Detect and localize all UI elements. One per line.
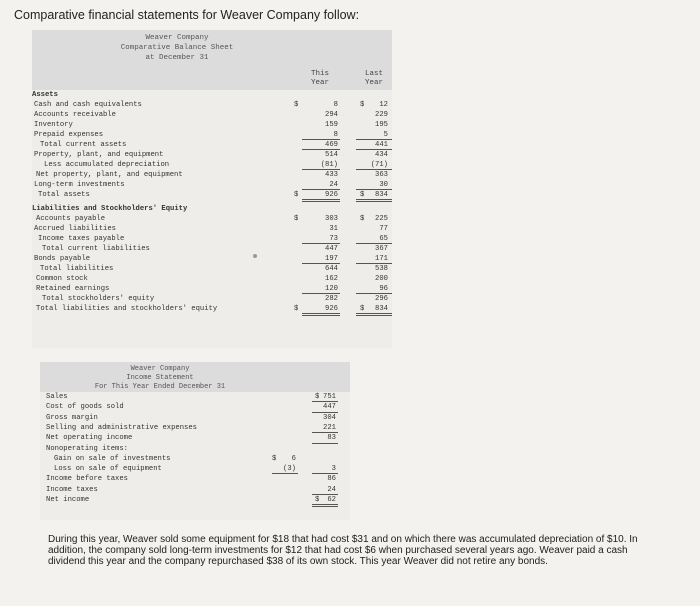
- bs-this-value: 8: [333, 131, 338, 139]
- bs-row-label: Less accumulated depreciation: [44, 161, 170, 169]
- is-inner-currency: $: [272, 455, 277, 463]
- bs-last-underline: [356, 169, 392, 170]
- bs-row-label: Total current liabilities: [42, 245, 150, 253]
- bs-last-value: 30: [379, 181, 388, 189]
- bs-last-currency: $: [360, 101, 365, 109]
- bs-this-underline: [302, 149, 340, 150]
- is-row-label: Income before taxes: [46, 475, 128, 483]
- stray-mark: [253, 254, 257, 258]
- is-row-label: Loss on sale of equipment: [54, 465, 162, 473]
- bs-last-value: 363: [375, 171, 388, 179]
- balance-sheet: [32, 30, 392, 348]
- is-amount: 24: [327, 486, 336, 494]
- is-row-label: Sales: [46, 393, 68, 401]
- bs-this-underline: [302, 169, 340, 170]
- is-underline: [312, 443, 338, 444]
- problem-paragraph: During this year, Weaver sold some equipment for $18 that had cost $31 and on which there was accumulated depreciation of $10. In addition, the company sold long-term investments for $12 that had cost $6 when purchased several years ago. Weaver paid a cash dividend this year and the company repurchased $38 of its own stock. This year Weaver did not retire any bonds.: [48, 534, 638, 567]
- income-statement-header: [40, 362, 350, 392]
- bs-this-value: 469: [325, 141, 338, 149]
- bs-this-currency: $: [294, 191, 299, 199]
- is-amount: 447: [323, 403, 336, 411]
- bs-row-label: Net property, plant, and equipment: [36, 171, 183, 179]
- bs-row-label: Accrued liabilities: [34, 225, 116, 233]
- bs-this-value: (81): [320, 161, 338, 169]
- col-last-year: [354, 70, 394, 88]
- is-row-label: Cost of goods sold: [46, 403, 124, 411]
- page-title: Comparative financial statements for Weaver Company follow:: [14, 8, 360, 22]
- bs-last-value: 5: [383, 131, 388, 139]
- is-inner-underline: [272, 473, 298, 474]
- col-last-line2: Year: [364, 79, 383, 87]
- is-row-label: Nonoperating items:: [46, 445, 128, 453]
- bs-last-value: 834: [375, 191, 388, 199]
- bs-last-value: 441: [375, 141, 388, 149]
- bs-last-value: 834: [375, 305, 388, 313]
- is-amount: 221: [323, 424, 336, 432]
- is-period: For This Year Ended December 31: [94, 383, 226, 391]
- bs-last-value: 367: [375, 245, 388, 253]
- bs-row-label: Assets: [32, 91, 58, 99]
- bs-this-value: 514: [325, 151, 338, 159]
- col-this-line2: Year: [310, 79, 329, 87]
- bs-this-double-underline: [302, 199, 340, 202]
- bs-row-label: Property, plant, and equipment: [34, 151, 164, 159]
- bs-last-value: 171: [375, 255, 388, 263]
- bs-this-double-underline: [302, 313, 340, 316]
- bs-last-value: 96: [379, 285, 388, 293]
- bs-last-currency: $: [360, 191, 365, 199]
- is-row-label: Net operating income: [46, 434, 133, 442]
- bs-company: Weaver Company: [145, 34, 209, 42]
- bs-last-value: 65: [379, 235, 388, 243]
- bs-row-label: Prepaid expenses: [34, 131, 104, 139]
- bs-this-currency: $: [294, 101, 299, 109]
- is-double-underline: [312, 504, 338, 507]
- col-last-line1: Last: [364, 70, 383, 78]
- bs-row-label: Long-term investments: [34, 181, 125, 189]
- is-currency: $: [315, 393, 320, 401]
- bs-this-value: 447: [325, 245, 338, 253]
- bs-last-underline: [356, 263, 392, 264]
- bs-last-underline: [356, 189, 392, 190]
- is-row-label: Selling and administrative expenses: [46, 424, 197, 432]
- income-statement: [40, 362, 350, 520]
- is-amount: 751: [323, 393, 336, 401]
- bs-this-value: 294: [325, 111, 338, 119]
- is-row-label: Net income: [46, 496, 90, 504]
- bs-last-currency: $: [360, 215, 365, 223]
- bs-last-underline: [356, 293, 392, 294]
- is-inner-amount: (3): [283, 465, 296, 473]
- is-underline: [312, 432, 338, 433]
- bs-row-label: Accounts payable: [36, 215, 106, 223]
- bs-this-value: 282: [325, 295, 338, 303]
- is-amount: 62: [327, 496, 336, 504]
- is-underline: [312, 412, 338, 413]
- bs-row-label: Total liabilities: [40, 265, 114, 273]
- bs-this-underline: [302, 243, 340, 244]
- is-amount: 86: [327, 475, 336, 483]
- bs-row-label: Bonds payable: [34, 255, 91, 263]
- bs-row-label: Accounts receivable: [34, 111, 116, 119]
- bs-row-label: Total current assets: [40, 141, 127, 149]
- bs-this-value: 433: [325, 171, 338, 179]
- bs-row-label: Cash and cash equivalents: [34, 101, 142, 109]
- bs-last-underline: [356, 243, 392, 244]
- bs-this-underline: [302, 139, 340, 140]
- bs-this-value: 120: [325, 285, 338, 293]
- bs-row-label: Retained earnings: [36, 285, 110, 293]
- is-currency: $: [315, 496, 320, 504]
- bs-this-underline: [302, 263, 340, 264]
- bs-statement-title: Comparative Balance Sheet: [120, 44, 234, 52]
- bs-this-value: 159: [325, 121, 338, 129]
- bs-this-currency: $: [294, 305, 299, 313]
- is-underline: [312, 494, 338, 495]
- bs-row-label: Inventory: [34, 121, 73, 129]
- is-row-label: Gain on sale of investments: [54, 455, 171, 463]
- bs-this-currency: $: [294, 215, 299, 223]
- is-amount: 3: [331, 465, 336, 473]
- bs-row-label: Liabilities and Stockholders' Equity: [32, 205, 188, 213]
- bs-last-value: (71): [370, 161, 388, 169]
- bs-this-value: 926: [325, 305, 338, 313]
- col-this-year: [300, 70, 340, 88]
- is-company: Weaver Company: [130, 365, 190, 373]
- bs-last-value: 229: [375, 111, 388, 119]
- bs-last-value: 225: [375, 215, 388, 223]
- bs-this-underline: [302, 189, 340, 190]
- is-amount: 83: [327, 434, 336, 442]
- bs-last-value: 77: [379, 225, 388, 233]
- bs-row-label: Total liabilities and stockholders' equity: [36, 305, 218, 313]
- bs-row-label: Income taxes payable: [38, 235, 125, 243]
- bs-this-value: 197: [325, 255, 338, 263]
- bs-last-currency: $: [360, 305, 365, 313]
- bs-last-value: 538: [375, 265, 388, 273]
- is-amount: 304: [323, 414, 336, 422]
- bs-this-value: 303: [325, 215, 338, 223]
- bs-row-label: Total stockholders' equity: [42, 295, 155, 303]
- is-underline: [312, 401, 338, 402]
- bs-last-value: 195: [375, 121, 388, 129]
- bs-row-label: Common stock: [36, 275, 88, 283]
- bs-last-double-underline: [356, 199, 392, 202]
- balance-sheet-header: [32, 30, 392, 90]
- bs-this-value: 31: [329, 225, 338, 233]
- is-row-label: Income taxes: [46, 486, 98, 494]
- bs-this-value: 644: [325, 265, 338, 273]
- bs-row-label: Total assets: [38, 191, 90, 199]
- bs-this-value: 73: [329, 235, 338, 243]
- bs-last-underline: [356, 139, 392, 140]
- bs-date: at December 31: [145, 54, 209, 62]
- bs-this-value: 162: [325, 275, 338, 283]
- col-this-line1: This: [310, 70, 329, 78]
- is-underline: [312, 473, 338, 474]
- is-statement-title: Income Statement: [126, 374, 194, 382]
- bs-this-underline: [302, 293, 340, 294]
- bs-last-value: 434: [375, 151, 388, 159]
- bs-last-underline: [356, 149, 392, 150]
- bs-last-value: 296: [375, 295, 388, 303]
- bs-this-value: 24: [329, 181, 338, 189]
- bs-last-value: 12: [379, 101, 388, 109]
- bs-last-double-underline: [356, 313, 392, 316]
- bs-last-value: 200: [375, 275, 388, 283]
- is-inner-amount: 6: [291, 455, 296, 463]
- bs-this-value: 8: [333, 101, 338, 109]
- bs-this-value: 926: [325, 191, 338, 199]
- is-row-label: Gross margin: [46, 414, 98, 422]
